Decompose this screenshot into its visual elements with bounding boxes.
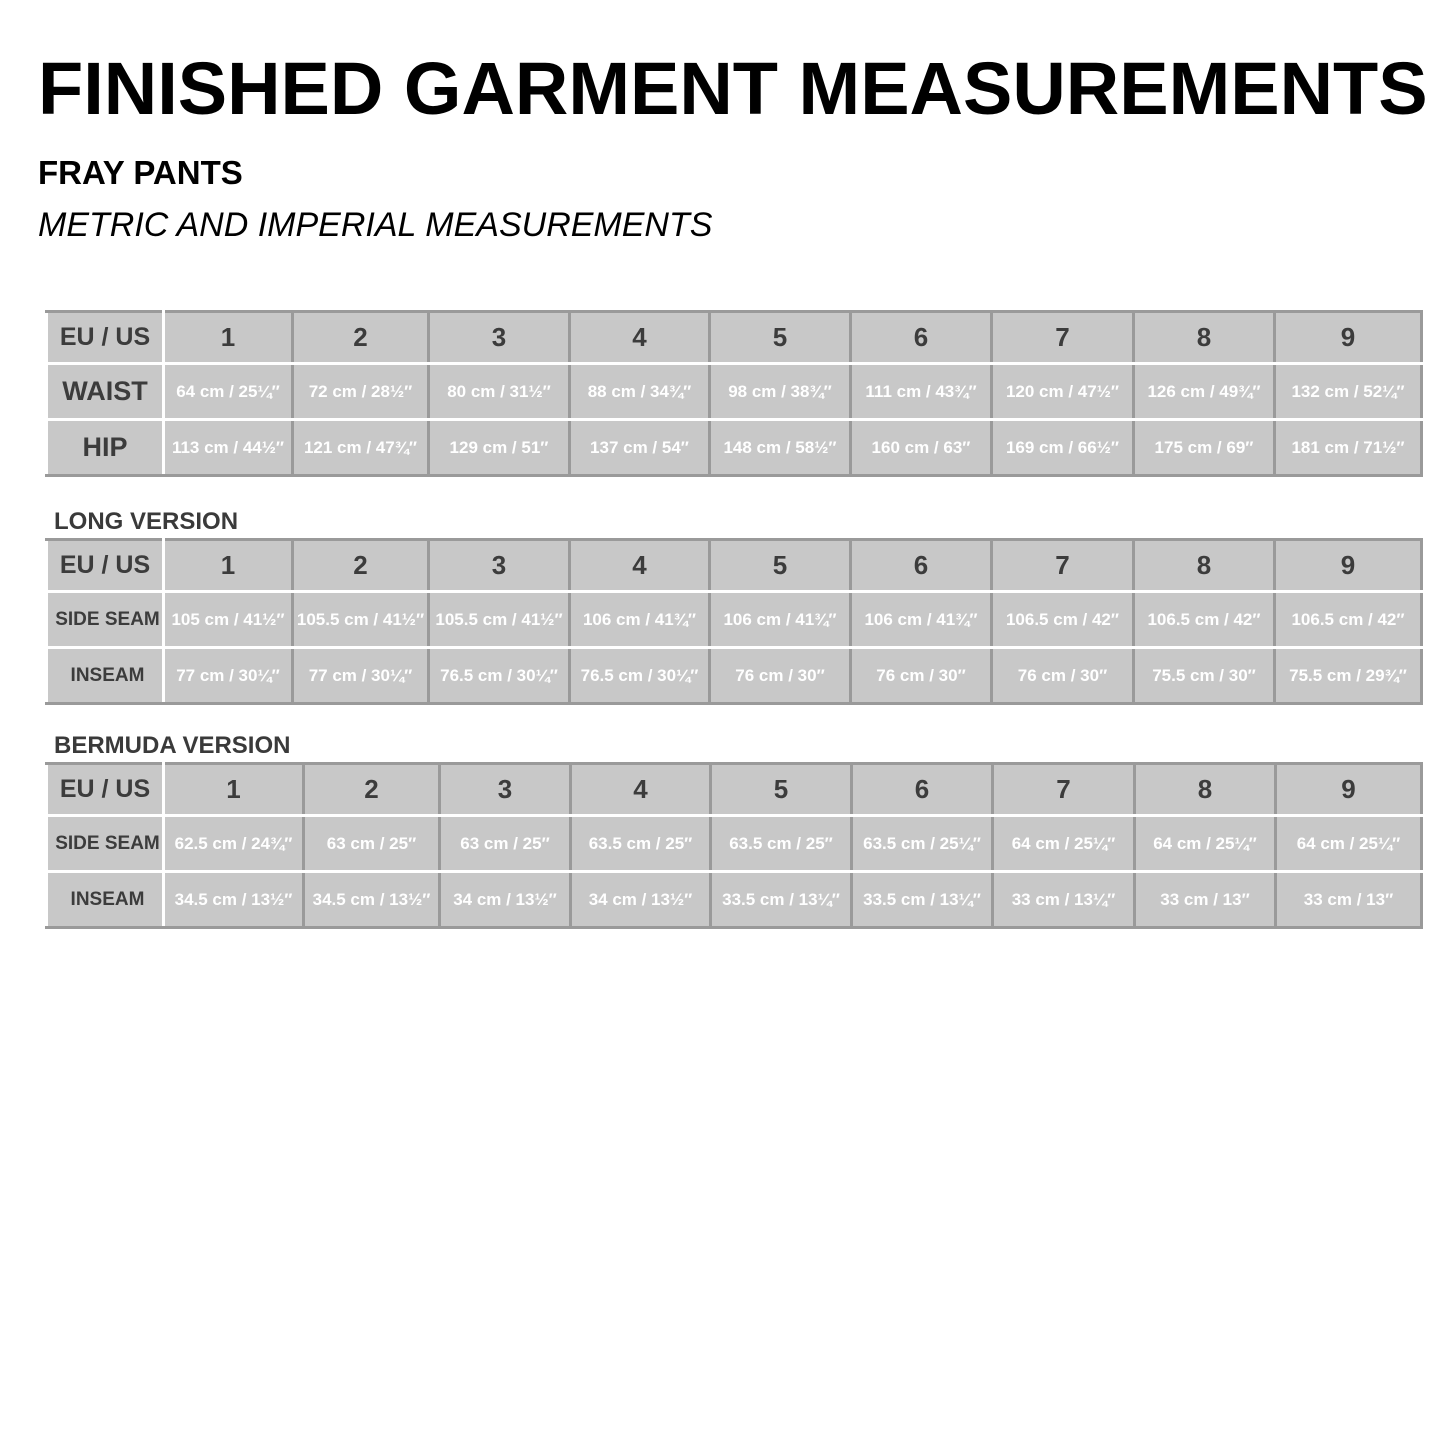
measurement-cell: 169 cm / 66½″ — [992, 420, 1134, 476]
measurement-cell: 132 cm / 52¼″ — [1275, 364, 1422, 420]
measurement-cell: 88 cm / 34¾″ — [570, 364, 710, 420]
bermuda-version-table — [45, 762, 1423, 929]
measurement-cell: 106.5 cm / 42″ — [1275, 592, 1422, 648]
measurement-cell: 106 cm / 41¾″ — [570, 592, 710, 648]
measurement-cell: 75.5 cm / 30″ — [1134, 648, 1275, 704]
measurement-cell: 181 cm / 71½″ — [1275, 420, 1422, 476]
size-cell: 7 — [992, 312, 1134, 364]
measurement-cell: 76.5 cm / 30¼″ — [429, 648, 570, 704]
measurement-cell: 80 cm / 31½″ — [429, 364, 570, 420]
section-label-long: LONG VERSION — [54, 508, 239, 535]
measurement-cell: 72 cm / 28½″ — [293, 364, 429, 420]
measurement-cell: 76.5 cm / 30¼″ — [570, 648, 710, 704]
row-label-inseam: INSEAM — [47, 648, 164, 704]
measurement-cell: 126 cm / 49¾″ — [1134, 364, 1275, 420]
measurement-cell: 63 cm / 25″ — [440, 816, 571, 872]
measurement-cell: 63.5 cm / 25″ — [571, 816, 711, 872]
row-label-side-seam: SIDE SEAM — [47, 592, 164, 648]
measurement-cell: 33 cm / 13″ — [1276, 872, 1422, 928]
measurement-cell: 62.5 cm / 24¾″ — [164, 816, 304, 872]
measurement-cell: 33.5 cm / 13¼″ — [711, 872, 852, 928]
page-title: FINISHED GARMENT MEASUREMENTS — [38, 47, 1428, 130]
size-cell: 3 — [429, 540, 570, 592]
measurement-cell: 120 cm / 47½″ — [992, 364, 1134, 420]
row-label-hip: HIP — [47, 420, 164, 476]
measurement-cell: 113 cm / 44½″ — [164, 420, 293, 476]
measurement-cell: 64 cm / 25¼″ — [1276, 816, 1422, 872]
body-measurements-table — [45, 310, 1423, 477]
measurement-cell: 77 cm / 30¼″ — [164, 648, 293, 704]
measurement-cell: 105 cm / 41½″ — [164, 592, 293, 648]
measurement-cell: 148 cm / 58½″ — [710, 420, 851, 476]
inseam-row — [47, 872, 1422, 928]
measurement-cell: 64 cm / 25¼″ — [1135, 816, 1276, 872]
size-cell: 1 — [164, 540, 293, 592]
measurement-cell: 137 cm / 54″ — [570, 420, 710, 476]
size-cell: 8 — [1134, 312, 1275, 364]
measurement-cell: 75.5 cm / 29¾″ — [1275, 648, 1422, 704]
measurement-cell: 34.5 cm / 13½″ — [304, 872, 440, 928]
measurement-cell: 33 cm / 13¼″ — [993, 872, 1135, 928]
side-seam-row — [47, 592, 1422, 648]
measurement-cell: 64 cm / 25¼″ — [993, 816, 1135, 872]
units-note: METRIC AND IMPERIAL MEASUREMENTS — [38, 206, 713, 244]
measurement-cell: 33 cm / 13″ — [1135, 872, 1276, 928]
size-cell: 4 — [571, 764, 711, 816]
measurement-cell: 106 cm / 41¾″ — [710, 592, 851, 648]
measurement-cell: 76 cm / 30″ — [851, 648, 992, 704]
size-cell: 1 — [164, 764, 304, 816]
measurement-cell: 34 cm / 13½″ — [440, 872, 571, 928]
size-cell: 5 — [710, 540, 851, 592]
size-cell: 2 — [293, 312, 429, 364]
measurement-cell: 105.5 cm / 41½″ — [293, 592, 429, 648]
measurement-cell: 111 cm / 43¾″ — [851, 364, 992, 420]
hip-row — [47, 420, 1422, 476]
pattern-name: FRAY PANTS — [38, 154, 243, 191]
measurement-cell: 98 cm / 38¾″ — [710, 364, 851, 420]
measurement-cell: 106.5 cm / 42″ — [1134, 592, 1275, 648]
measurement-cell: 175 cm / 69″ — [1134, 420, 1275, 476]
size-cell: 9 — [1275, 540, 1422, 592]
measurement-cell: 64 cm / 25¼″ — [164, 364, 293, 420]
measurement-cell: 121 cm / 47¾″ — [293, 420, 429, 476]
inseam-row — [47, 648, 1422, 704]
size-header-label: EU / US — [47, 764, 164, 816]
measurement-cell: 106 cm / 41¾″ — [851, 592, 992, 648]
measurement-cell: 129 cm / 51″ — [429, 420, 570, 476]
side-seam-row — [47, 816, 1422, 872]
measurement-cell: 63 cm / 25″ — [304, 816, 440, 872]
long-version-table — [45, 538, 1423, 705]
measurement-cell: 76 cm / 30″ — [710, 648, 851, 704]
size-cell: 3 — [440, 764, 571, 816]
row-label-side-seam: SIDE SEAM — [47, 816, 164, 872]
size-cell: 8 — [1134, 540, 1275, 592]
measurement-cell: 76 cm / 30″ — [992, 648, 1134, 704]
section-label-bermuda: BERMUDA VERSION — [54, 732, 291, 759]
size-header-label: EU / US — [47, 312, 164, 364]
size-cell: 2 — [304, 764, 440, 816]
size-cell: 7 — [992, 540, 1134, 592]
measurement-cell: 105.5 cm / 41½″ — [429, 592, 570, 648]
size-cell: 6 — [851, 540, 992, 592]
size-cell: 5 — [710, 312, 851, 364]
size-cell: 5 — [711, 764, 852, 816]
size-header-row — [47, 540, 1422, 592]
size-cell: 2 — [293, 540, 429, 592]
measurement-cell: 34 cm / 13½″ — [571, 872, 711, 928]
measurement-cell: 63.5 cm / 25″ — [711, 816, 852, 872]
row-label-waist: WAIST — [47, 364, 164, 420]
size-cell: 9 — [1276, 764, 1422, 816]
size-cell: 9 — [1275, 312, 1422, 364]
measurement-cell: 106.5 cm / 42″ — [992, 592, 1134, 648]
size-header-label: EU / US — [47, 540, 164, 592]
measurement-cell: 63.5 cm / 25¼″ — [852, 816, 993, 872]
row-label-inseam: INSEAM — [47, 872, 164, 928]
size-header-row — [47, 764, 1422, 816]
size-cell: 4 — [570, 312, 710, 364]
measurement-cell: 77 cm / 30¼″ — [293, 648, 429, 704]
size-cell: 1 — [164, 312, 293, 364]
size-cell: 6 — [852, 764, 993, 816]
size-cell: 4 — [570, 540, 710, 592]
measurement-cell: 33.5 cm / 13¼″ — [852, 872, 993, 928]
size-cell: 7 — [993, 764, 1135, 816]
size-cell: 6 — [851, 312, 992, 364]
size-cell: 8 — [1135, 764, 1276, 816]
size-cell: 3 — [429, 312, 570, 364]
size-header-row — [47, 312, 1422, 364]
measurement-cell: 160 cm / 63″ — [851, 420, 992, 476]
measurement-cell: 34.5 cm / 13½″ — [164, 872, 304, 928]
waist-row — [47, 364, 1422, 420]
